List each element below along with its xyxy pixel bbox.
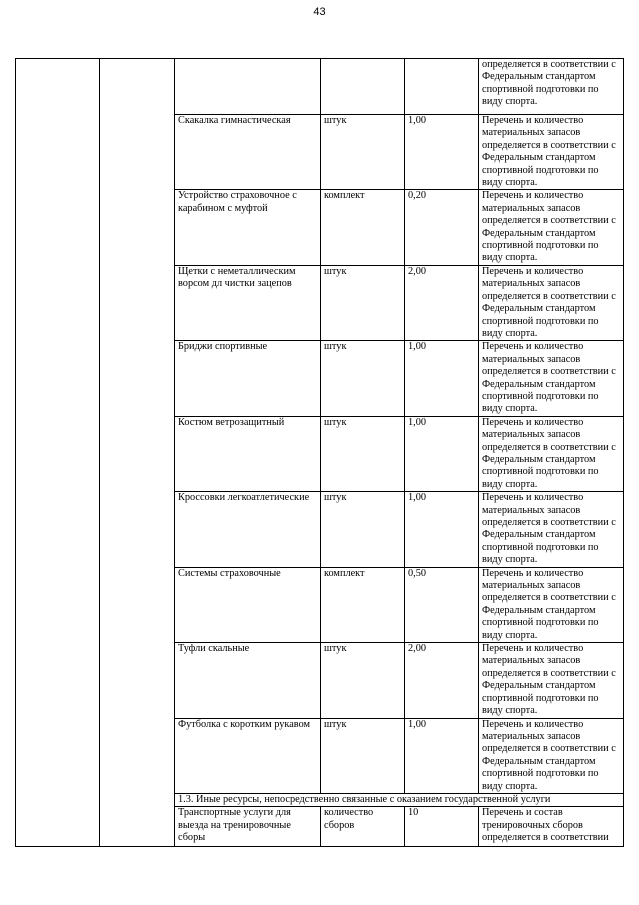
cell-name: Щетки с неметаллическим ворсом дл чистки зацепов bbox=[175, 265, 321, 340]
cell-qty: 2,00 bbox=[405, 265, 479, 340]
cell-note: Перечень и состав тренировочных сборов определяется в соответствии bbox=[479, 807, 624, 847]
cell-note: Перечень и количество материальных запасов определяется в соответствии с Федеральным стандартом спортивной подготовки по виду спорта. bbox=[479, 492, 624, 567]
cell-note: Перечень и количество материальных запасов определяется в соответствии с Федеральным стандартом спортивной подготовки по виду спорта. bbox=[479, 567, 624, 642]
cell-qty: 0,20 bbox=[405, 190, 479, 265]
cell-unit: штук bbox=[321, 265, 405, 340]
cell-name: Туфли скальные bbox=[175, 643, 321, 718]
cell-note: Перечень и количество материальных запасов определяется в соответствии с Федеральным стандартом спортивной подготовки по виду спорта. bbox=[479, 190, 624, 265]
cell-note: Перечень и количество материальных запасов определяется в соответствии с Федеральным стандартом спортивной подготовки по виду спорта. bbox=[479, 643, 624, 718]
cell-name: Скакалка гимнастическая bbox=[175, 115, 321, 190]
page-number: 43 bbox=[313, 6, 326, 18]
cell-unit: штук bbox=[321, 718, 405, 793]
cell-qty: 1,00 bbox=[405, 115, 479, 190]
cell-unit: штук bbox=[321, 492, 405, 567]
cell-unit: количество сборов bbox=[321, 807, 405, 847]
cell-note: Перечень и количество материальных запасов определяется в соответствии с Федеральным стандартом спортивной подготовки по виду спорта. bbox=[479, 341, 624, 416]
cell-qty: 10 bbox=[405, 807, 479, 847]
cell-note: Перечень и количество материальных запасов определяется в соответствии с Федеральным стандартом спортивной подготовки по виду спорта. bbox=[479, 718, 624, 793]
resources-table bbox=[15, 58, 624, 847]
merged-cell-col2 bbox=[100, 59, 175, 847]
cell-name: Кроссовки легкоатлетические bbox=[175, 492, 321, 567]
cell-unit: комплект bbox=[321, 567, 405, 642]
cell-qty: 1,00 bbox=[405, 341, 479, 416]
cell-unit bbox=[321, 59, 405, 115]
table-row bbox=[16, 59, 624, 115]
cell-name: Костюм ветрозащитный bbox=[175, 416, 321, 491]
cell-qty: 1,00 bbox=[405, 718, 479, 793]
cell-unit: штук bbox=[321, 341, 405, 416]
cell-note: Перечень и количество материальных запасов определяется в соответствии с Федеральным стандартом спортивной подготовки по виду спорта. bbox=[479, 265, 624, 340]
cell-note: Перечень и количество материальных запасов определяется в соответствии с Федеральным стандартом спортивной подготовки по виду спорта. bbox=[479, 115, 624, 190]
cell-name: Футболка с коротким рукавом bbox=[175, 718, 321, 793]
cell-unit: комплект bbox=[321, 190, 405, 265]
cell-name: Устройство страховочное с карабином с муфтой bbox=[175, 190, 321, 265]
cell-name bbox=[175, 59, 321, 115]
cell-unit: штук bbox=[321, 643, 405, 718]
cell-unit: штук bbox=[321, 416, 405, 491]
cell-name: Транспортные услуги для выезда на тренировочные сборы bbox=[175, 807, 321, 847]
cell-qty: 1,00 bbox=[405, 416, 479, 491]
cell-name: Бриджи спортивные bbox=[175, 341, 321, 416]
cell-note: Перечень и количество материальных запасов определяется в соответствии с Федеральным стандартом спортивной подготовки по виду спорта. bbox=[479, 416, 624, 491]
cell-qty: 1,00 bbox=[405, 492, 479, 567]
cell-qty bbox=[405, 59, 479, 115]
cell-qty: 0,50 bbox=[405, 567, 479, 642]
section-title: 1.3. Иные ресурсы, непосредственно связанные с оказанием государственной услуги bbox=[175, 793, 624, 806]
cell-note: определяется в соответствии с Федеральным стандартом спортивной подготовки по виду спорта. bbox=[479, 59, 624, 115]
cell-unit: штук bbox=[321, 115, 405, 190]
cell-name: Системы страховочные bbox=[175, 567, 321, 642]
cell-qty: 2,00 bbox=[405, 643, 479, 718]
merged-cell-col1 bbox=[16, 59, 100, 847]
